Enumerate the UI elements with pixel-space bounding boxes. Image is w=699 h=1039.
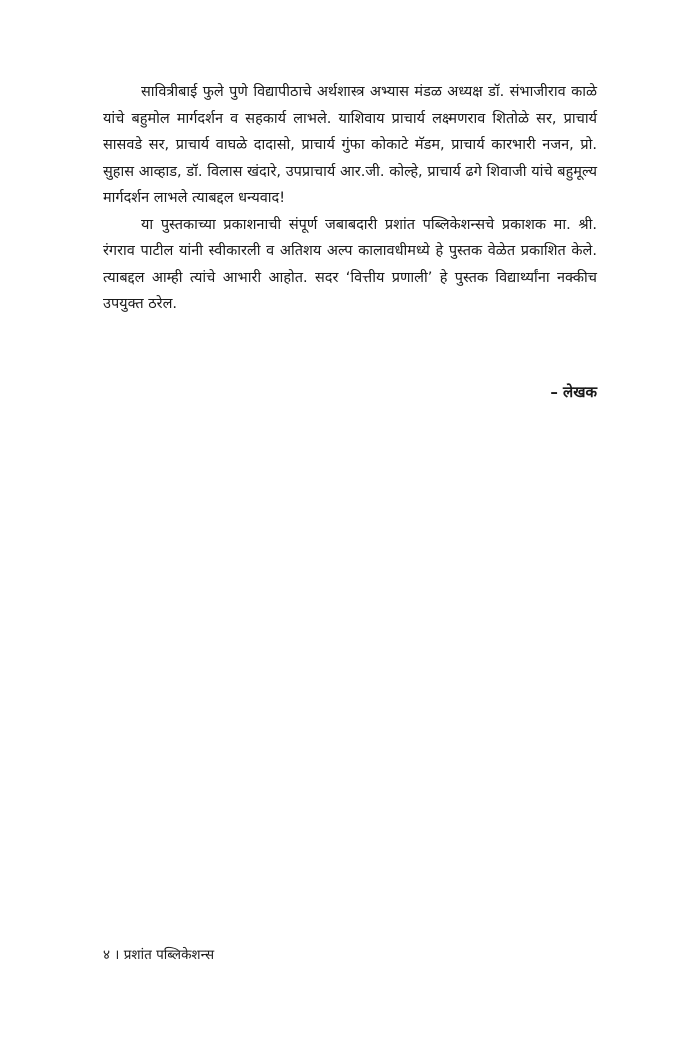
author-signature: – लेखक xyxy=(550,383,597,401)
page-footer: ४ । प्रशांत पब्लिकेशन्स xyxy=(103,947,215,963)
paragraph-acknowledgement: सावित्रीबाई फुले पुणे विद्यापीठाचे अर्थशास्त्र अभ्यास मंडळ अध्यक्ष डॉ. संभाजीराव काळे यांचे बहुमोल मार्गदर्शन व सहकार्य लाभले. याशिवाय प्राचार्य लक्ष्मणराव शितोळे सर, प्राचार्य सासवडे सर, प्राचार्य वाघळे दादासो, प्राचार्य गुंफा कोकाटे मॅडम, प्राचार्य कारभारी नजन, प्रो. सुहास आव्हाड, डॉ. विलास खंदारे, उपप्राचार्य आर.जी. कोल्हे, प्राचार्य ढगे शिवाजी यांचे बहुमूल्य मार्गदर्शन लाभले त्याबद्दल धन्यवाद! xyxy=(103,84,597,206)
paragraph-publisher-thanks: या पुस्तकाच्या प्रकाशनाची संपूर्ण जबाबदारी प्रशांत पब्लिकेशन्सचे प्रकाशक मा. श्री. रंगराव पाटील यांनी स्वीकारली व अतिशय अल्प कालावधीमध्ये हे पुस्तक वेळेत प्रकाशित केले. त्याबद्दल आम्ही त्यांचे आभारी आहोत. सदर ‘वित्तीय प्रणाली’ हे पुस्तक विद्यार्थ्यांना नक्कीच उपयुक्त ठरेल. xyxy=(103,216,597,312)
body-text xyxy=(103,79,597,318)
